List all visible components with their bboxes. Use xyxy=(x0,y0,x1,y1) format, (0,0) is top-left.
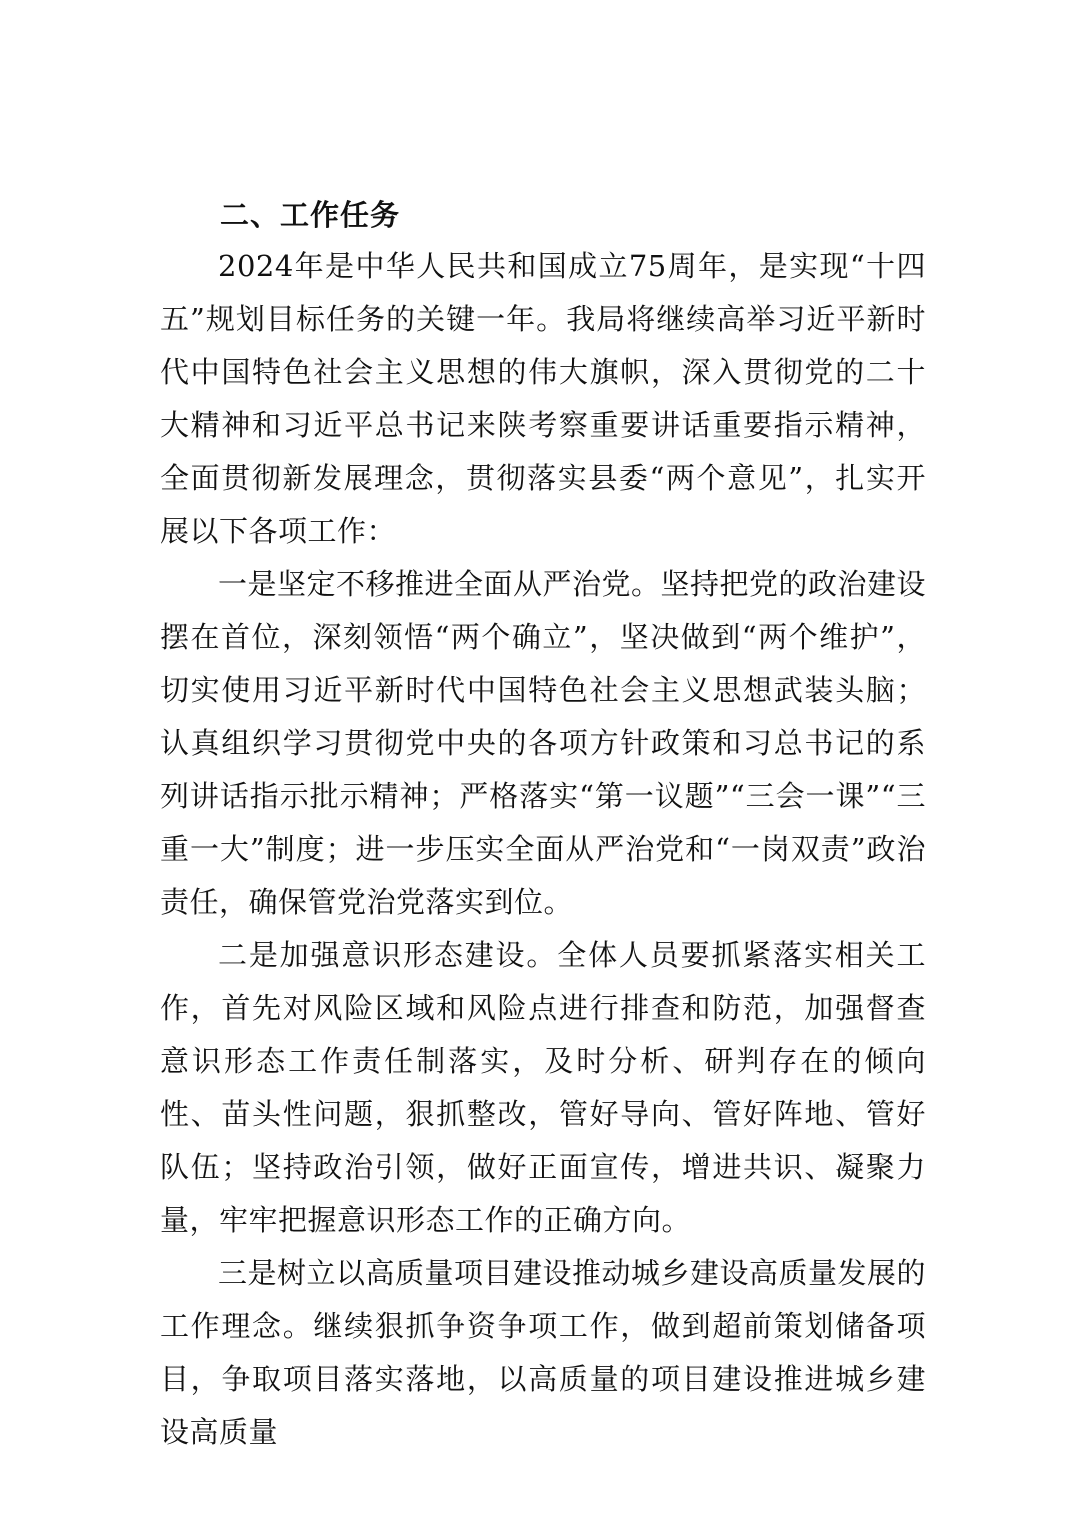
paragraph-intro: 2024年是中华人民共和国成立75周年，是实现“十四五”规划目标任务的关键一年。我局将继续高举习近平新时代中国特色社会主义思想的伟大旗帜，深入贯彻党的二十大精神和习近平总书记来陕考察重要讲话重要指示精神，全面贯彻新发展理念，贯彻落实县委“两个意见”，扎实开展以下各项工作： xyxy=(160,249,926,548)
paragraph-ideology: 二是加强意识形态建设。全体人员要抓紧落实相关工作，首先对风险区域和风险点进行排查和防范，加强督查意识形态工作责任制落实，及时分析、研判存在的倾向性、苗头性问题，狠抓整改，管好导向、管好阵地、管好队伍；坚持政治引领，做好正面宣传，增进共识、凝聚力量，牢牢把握意识形态工作的正确方向。 xyxy=(160,938,926,1237)
paragraph-project-construction: 三是树立以高质量项目建设推动城乡建设高质量发展的工作理念。继续狠抓争资争项工作，做到超前策划储备项目，争取项目落实落地，以高质量的项目建设推进城乡建设高质量 xyxy=(160,1256,927,1449)
section-heading: 二、工作任务 xyxy=(220,198,401,232)
document-body xyxy=(160,190,926,1459)
paragraph-party-discipline: 一是坚定不移推进全面从严治党。坚持把党的政治建设摆在首位，深刻领悟“两个确立”，坚决做到“两个维护”，切实使用习近平新时代中国特色社会主义思想武装头脑；认真组织学习贯彻党中央的各项方针政策和习总书记的系列讲话指示批示精神；严格落实“第一议题”“三会一课”“三重一大”制度；进一步压实全面从严治党和“一岗双责”政治责任，确保管党治党落实到位。 xyxy=(160,567,927,919)
